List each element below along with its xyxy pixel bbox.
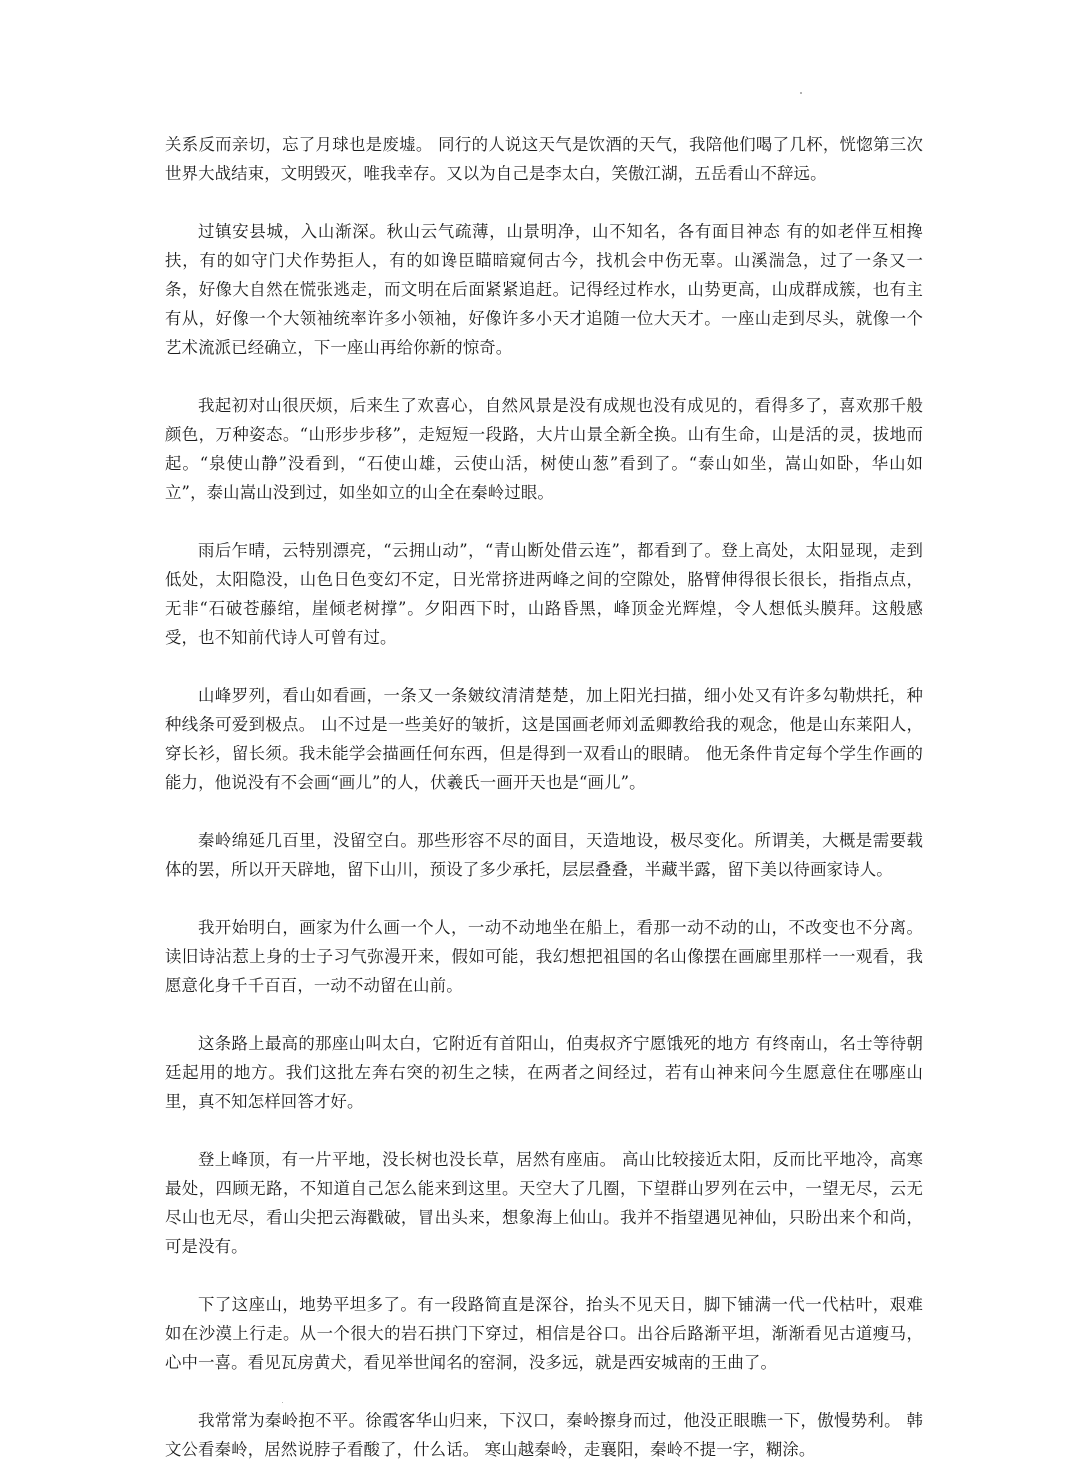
paragraph: 下了这座山，地势平坦多了。有一段路简直是深谷，抬头不见天日，脚下铺满一代一代枯叶，艰难如在沙漠上行走。从一个很大的岩石拱门下穿过，相信是谷口。出谷后路渐平坦，渐渐看见古道瘦马，心中一喜。看见瓦房黄犬，看见举世闻名的窑洞，没多远，就是西安城南的王曲了。 bbox=[165, 1295, 923, 1372]
paragraph: 这条路上最高的那座山叫太白，它附近有首阳山，伯夷叔齐宁愿饿死的地方 有终南山，名士等待朝廷起用的地方。我们这批左奔右突的初生之犊，在两者之间经过，若有山神来问今生愿意住在哪座山里，真不知怎样回答才好。 bbox=[165, 1034, 923, 1111]
paragraph: 我开始明白，画家为什么画一个人，一动不动地坐在船上，看那一动不动的山，不改变也不分离。读旧诗沾惹上身的士子习气弥漫开来，假如可能，我幻想把祖国的名山像摆在画廊里那样一一观看，我愿意化身千千百百，一动不动留在山前。 bbox=[165, 918, 923, 995]
article-body bbox=[165, 130, 923, 1464]
paragraph: 我常常为秦岭抱不平。徐霞客华山归来，下汉口，秦岭擦身而过，他没正眼瞧一下，傲慢势利。 韩文公看秦岭，居然说脖子看酸了，什么话。 寒山越秦岭，走襄阳，秦岭不提一字，糊涂。 bbox=[165, 1411, 923, 1459]
paragraph: 雨后乍晴，云特别漂亮，“云拥山动”，“青山断处借云连”，都看到了。登上高处，太阳显现，走到低处，太阳隐没，山色日色变幻不定，日光常挤进两峰之间的空隙处，胳臂伸得很长很长，指指点点，无非“石破苍藤绾，崖倾老树撑”。夕阳西下时，山路昏黑，峰顶金光辉煌，令人想低头膜拜。这般感受，也不知前代诗人可曾有过。 bbox=[165, 541, 923, 647]
paragraph: 关系反而亲切，忘了月球也是废墟。 同行的人说这天气是饮酒的天气，我陪他们喝了几杯，恍惚第三次世界大战结束，文明毁灭，唯我幸存。又以为自己是李太白，笑傲江湖，五岳看山不辞远。 bbox=[165, 135, 923, 183]
paragraph: 山峰罗列，看山如看画，一条又一条皴纹清清楚楚，加上阳光扫描，细小处又有许多勾勒烘托，种种线条可爱到极点。 山不过是一些美好的皱折，这是国画老师刘孟卿教给我的观念，他是山东莱阳人，穿长衫，留长须。我未能学会描画任何东西，但是得到一双看山的眼睛。 他无条件肯定每个学生作画的能力，他说没有不会画“画儿”的人，伏羲氏一画开天也是“画儿”。 bbox=[165, 686, 923, 792]
scan-speck bbox=[800, 92, 802, 94]
paragraph: 我起初对山很厌烦，后来生了欢喜心，自然风景是没有成规也没有成见的，看得多了，喜欢那千般颜色，万种姿态。“山形步步移”，走短短一段路，大片山景全新全换。山有生命，山是活的灵，拔地而起。“泉使山静”没看到，“石使山雄，云使山活，树使山葱”看到了。“泰山如坐，嵩山如卧，华山如立”，泰山嵩山没到过，如坐如立的山全在秦岭过眼。 bbox=[165, 396, 923, 502]
paragraph: 秦岭绵延几百里，没留空白。那些形容不尽的面目，天造地设，极尽变化。所谓美，大概是需要载体的罢，所以开天辟地，留下山川，预设了多少承托，层层叠叠，半藏半露，留下美以待画家诗人。 bbox=[165, 831, 923, 879]
paragraph: 登上峰顶，有一片平地，没长树也没长草，居然有座庙。 高山比较接近太阳，反而比平地冷，高寒最处，四顾无路，不知道自己怎么能来到这里。天空大了几圈，下望群山罗列在云中，一望无尽，云无尽山也无尽，看山尖把云海戳破，冒出头来，想象海上仙山。我并不指望遇见神仙，只盼出来个和尚，可是没有。 bbox=[165, 1150, 923, 1256]
paragraph: 过镇安县城，入山渐深。秋山云气疏薄，山景明净，山不知名，各有面目神态 有的如老伴互相搀扶，有的如守门犬作势拒人，有的如谗臣瞄暗窥伺古今，找机会中伤无辜。山溪湍急，过了一条又一条，好像大自然在慌张逃走，而文明在后面紧紧追赶。记得经过柞水，山势更高，山成群成簇，也有主有从，好像一个大领袖统率许多小领袖，好像许多小天才追随一位大天才。一座山走到尽头，就像一个艺术流派已经确立，下一座山再给你新的惊奇。 bbox=[165, 222, 923, 357]
